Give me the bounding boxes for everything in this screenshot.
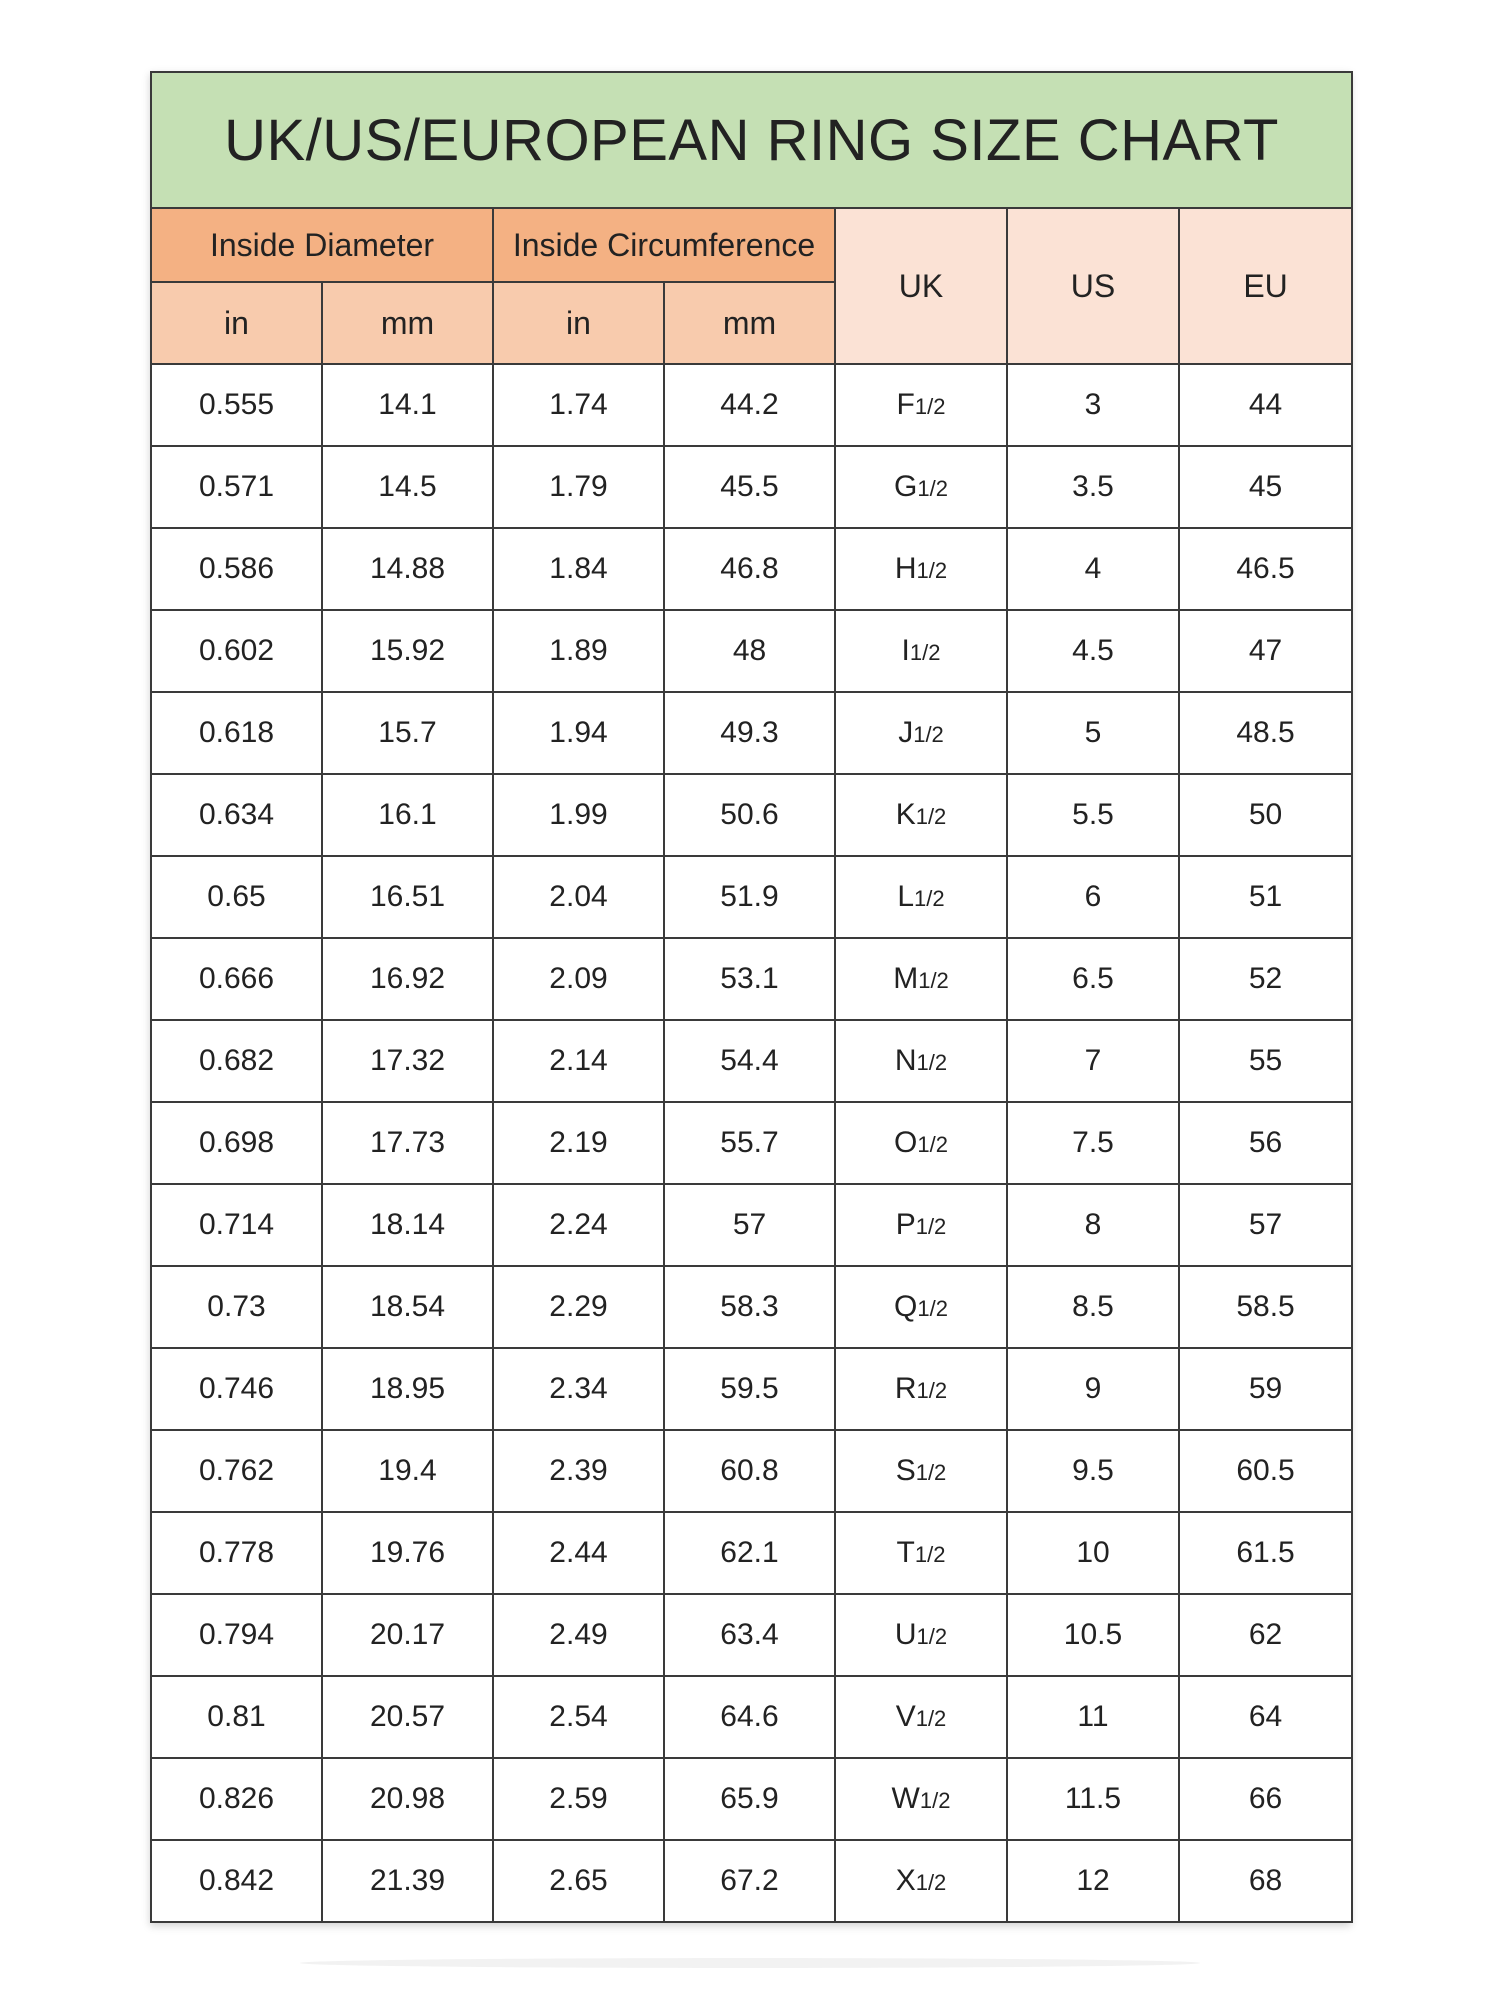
- diameter-in-cell: 0.586: [151, 528, 322, 610]
- uk-size-half: 1/2: [918, 968, 949, 993]
- us-size-cell: 7.5: [1007, 1102, 1179, 1184]
- diameter-mm-cell: 16.51: [322, 856, 493, 938]
- table-row: [151, 856, 1352, 938]
- uk-size-half: 1/2: [917, 1296, 948, 1321]
- uk-size-letter: R: [894, 1372, 917, 1405]
- uk-size-cell: [835, 1676, 1007, 1758]
- table-row: [151, 1430, 1352, 1512]
- diameter-mm-cell: 19.4: [322, 1430, 493, 1512]
- eu-size-cell: 52: [1179, 938, 1352, 1020]
- circumference-mm-cell: 54.4: [664, 1020, 835, 1102]
- circumference-mm-cell: 62.1: [664, 1512, 835, 1594]
- diameter-in-cell: 0.634: [151, 774, 322, 856]
- circumference-mm-cell: 49.3: [664, 692, 835, 774]
- diameter-mm-cell: 14.5: [322, 446, 493, 528]
- diameter-in-cell: 0.571: [151, 446, 322, 528]
- circumference-mm-cell: 63.4: [664, 1594, 835, 1676]
- diameter-mm-cell: 17.73: [322, 1102, 493, 1184]
- circumference-in-cell: 2.39: [493, 1430, 664, 1512]
- eu-size-cell: 44: [1179, 364, 1352, 446]
- header-inside-circumference: Inside Circumference: [493, 208, 835, 282]
- circumference-mm-cell: 45.5: [664, 446, 835, 528]
- ring-size-chart: [150, 71, 1351, 1923]
- uk-size-letter: L: [897, 880, 915, 913]
- table-row: [151, 938, 1352, 1020]
- circumference-mm-cell: 51.9: [664, 856, 835, 938]
- uk-size-cell: [835, 774, 1007, 856]
- circumference-in-cell: 2.59: [493, 1758, 664, 1840]
- circumference-in-cell: 2.54: [493, 1676, 664, 1758]
- us-size-cell: 12: [1007, 1840, 1179, 1922]
- circumference-in-cell: 1.99: [493, 774, 664, 856]
- uk-size-half: 1/2: [916, 1624, 948, 1649]
- header-inside-diameter: Inside Diameter: [151, 208, 493, 282]
- diameter-in-cell: 0.602: [151, 610, 322, 692]
- us-size-cell: 3: [1007, 364, 1179, 446]
- diameter-in-cell: 0.778: [151, 1512, 322, 1594]
- diameter-in-cell: 0.555: [151, 364, 322, 446]
- us-size-cell: 5.5: [1007, 774, 1179, 856]
- diameter-mm-cell: 20.98: [322, 1758, 493, 1840]
- eu-size-cell: 51: [1179, 856, 1352, 938]
- circumference-in-cell: 1.84: [493, 528, 664, 610]
- page-shadow: [300, 1958, 1200, 1968]
- eu-size-cell: 61.5: [1179, 1512, 1352, 1594]
- diameter-in-cell: 0.762: [151, 1430, 322, 1512]
- uk-size-letter: U: [894, 1618, 917, 1651]
- us-size-cell: 9: [1007, 1348, 1179, 1430]
- diameter-in-cell: 0.65: [151, 856, 322, 938]
- table-row: [151, 610, 1352, 692]
- circumference-in-cell: 2.44: [493, 1512, 664, 1594]
- uk-size-cell: [835, 1102, 1007, 1184]
- table-row: [151, 1266, 1352, 1348]
- diameter-mm-cell: 20.57: [322, 1676, 493, 1758]
- us-size-cell: 11: [1007, 1676, 1179, 1758]
- circumference-in-cell: 1.79: [493, 446, 664, 528]
- table-row: [151, 1348, 1352, 1430]
- diameter-in-cell: 0.794: [151, 1594, 322, 1676]
- diameter-in-cell: 0.826: [151, 1758, 322, 1840]
- us-size-cell: 8.5: [1007, 1266, 1179, 1348]
- chart-title: UK/US/EUROPEAN RING SIZE CHART: [151, 72, 1352, 208]
- uk-size-half: 1/2: [915, 1214, 947, 1239]
- table-row: [151, 692, 1352, 774]
- circumference-mm-cell: 48: [664, 610, 835, 692]
- eu-size-cell: 66: [1179, 1758, 1352, 1840]
- circumference-in-cell: 2.24: [493, 1184, 664, 1266]
- diameter-mm-cell: 16.92: [322, 938, 493, 1020]
- uk-size-half: 1/2: [914, 886, 945, 911]
- uk-size-cell: [835, 364, 1007, 446]
- uk-size-letter: G: [894, 470, 918, 503]
- diameter-in-cell: 0.666: [151, 938, 322, 1020]
- uk-size-half: 1/2: [915, 1706, 947, 1731]
- table-row: [151, 774, 1352, 856]
- diameter-mm-cell: 14.1: [322, 364, 493, 446]
- uk-size-letter: Q: [894, 1290, 918, 1323]
- uk-size-half: 1/2: [917, 1132, 948, 1157]
- uk-size-letter: F: [896, 388, 915, 421]
- uk-size-cell: [835, 1348, 1007, 1430]
- uk-size-letter: I: [901, 634, 910, 667]
- uk-size-cell: [835, 856, 1007, 938]
- us-size-cell: 6.5: [1007, 938, 1179, 1020]
- table-row: [151, 1840, 1352, 1922]
- circumference-mm-cell: 57: [664, 1184, 835, 1266]
- uk-size-half: 1/2: [915, 1460, 947, 1485]
- circumference-mm-cell: 65.9: [664, 1758, 835, 1840]
- uk-size-letter: J: [898, 716, 914, 749]
- uk-size-half: 1/2: [914, 394, 946, 419]
- table-row: [151, 1020, 1352, 1102]
- uk-size-letter: P: [895, 1208, 916, 1241]
- eu-size-cell: 60.5: [1179, 1430, 1352, 1512]
- circumference-in-cell: 2.19: [493, 1102, 664, 1184]
- uk-size-half: 1/2: [916, 558, 948, 583]
- circumference-in-cell: 2.14: [493, 1020, 664, 1102]
- circumference-mm-cell: 53.1: [664, 938, 835, 1020]
- eu-size-cell: 62: [1179, 1594, 1352, 1676]
- eu-size-cell: 58.5: [1179, 1266, 1352, 1348]
- table-row: [151, 1594, 1352, 1676]
- header-diameter-in: in: [151, 282, 322, 364]
- us-size-cell: 4: [1007, 528, 1179, 610]
- us-size-cell: 8: [1007, 1184, 1179, 1266]
- uk-size-cell: [835, 1512, 1007, 1594]
- uk-size-half: 1/2: [916, 1050, 948, 1075]
- uk-size-cell: [835, 1840, 1007, 1922]
- eu-size-cell: 64: [1179, 1676, 1352, 1758]
- eu-size-cell: 57: [1179, 1184, 1352, 1266]
- table-row: [151, 1512, 1352, 1594]
- circumference-in-cell: 2.09: [493, 938, 664, 1020]
- uk-size-half: 1/2: [914, 1542, 946, 1567]
- eu-size-cell: 47: [1179, 610, 1352, 692]
- header-us: US: [1007, 208, 1179, 364]
- table-body: [151, 364, 1352, 1922]
- header-eu: EU: [1179, 208, 1352, 364]
- uk-size-cell: [835, 1184, 1007, 1266]
- table-row: [151, 1758, 1352, 1840]
- uk-size-cell: [835, 610, 1007, 692]
- uk-size-cell: [835, 692, 1007, 774]
- diameter-mm-cell: 15.92: [322, 610, 493, 692]
- eu-size-cell: 68: [1179, 1840, 1352, 1922]
- table-row: [151, 528, 1352, 610]
- uk-size-cell: [835, 1594, 1007, 1676]
- diameter-mm-cell: 18.14: [322, 1184, 493, 1266]
- circumference-in-cell: 2.49: [493, 1594, 664, 1676]
- table-row: [151, 446, 1352, 528]
- circumference-mm-cell: 55.7: [664, 1102, 835, 1184]
- circumference-in-cell: 2.34: [493, 1348, 664, 1430]
- us-size-cell: 3.5: [1007, 446, 1179, 528]
- uk-size-letter: T: [896, 1536, 915, 1569]
- uk-size-letter: W: [891, 1782, 920, 1815]
- diameter-in-cell: 0.842: [151, 1840, 322, 1922]
- diameter-in-cell: 0.682: [151, 1020, 322, 1102]
- uk-size-half: 1/2: [916, 1378, 948, 1403]
- uk-size-cell: [835, 1020, 1007, 1102]
- circumference-mm-cell: 58.3: [664, 1266, 835, 1348]
- circumference-in-cell: 1.74: [493, 364, 664, 446]
- circumference-in-cell: 2.29: [493, 1266, 664, 1348]
- uk-size-letter: H: [894, 552, 917, 585]
- table-row: [151, 364, 1352, 446]
- us-size-cell: 10: [1007, 1512, 1179, 1594]
- eu-size-cell: 56: [1179, 1102, 1352, 1184]
- diameter-mm-cell: 18.54: [322, 1266, 493, 1348]
- diameter-mm-cell: 16.1: [322, 774, 493, 856]
- uk-size-letter: X: [895, 1864, 916, 1897]
- eu-size-cell: 59: [1179, 1348, 1352, 1430]
- uk-size-cell: [835, 1758, 1007, 1840]
- diameter-mm-cell: 20.17: [322, 1594, 493, 1676]
- uk-size-cell: [835, 1266, 1007, 1348]
- eu-size-cell: 55: [1179, 1020, 1352, 1102]
- us-size-cell: 6: [1007, 856, 1179, 938]
- header-circumference-in: in: [493, 282, 664, 364]
- ring-size-table: [150, 71, 1353, 1923]
- uk-size-letter: M: [893, 962, 919, 995]
- eu-size-cell: 46.5: [1179, 528, 1352, 610]
- diameter-in-cell: 0.73: [151, 1266, 322, 1348]
- circumference-mm-cell: 44.2: [664, 364, 835, 446]
- uk-size-letter: S: [895, 1454, 916, 1487]
- circumference-mm-cell: 67.2: [664, 1840, 835, 1922]
- diameter-in-cell: 0.81: [151, 1676, 322, 1758]
- uk-size-cell: [835, 938, 1007, 1020]
- eu-size-cell: 45: [1179, 446, 1352, 528]
- table-row: [151, 1676, 1352, 1758]
- diameter-mm-cell: 21.39: [322, 1840, 493, 1922]
- diameter-mm-cell: 15.7: [322, 692, 493, 774]
- diameter-mm-cell: 19.76: [322, 1512, 493, 1594]
- circumference-mm-cell: 64.6: [664, 1676, 835, 1758]
- us-size-cell: 4.5: [1007, 610, 1179, 692]
- uk-size-letter: K: [895, 798, 916, 831]
- uk-size-letter: V: [895, 1700, 916, 1733]
- eu-size-cell: 50: [1179, 774, 1352, 856]
- uk-size-cell: [835, 528, 1007, 610]
- header-diameter-mm: mm: [322, 282, 493, 364]
- diameter-mm-cell: 14.88: [322, 528, 493, 610]
- uk-size-cell: [835, 446, 1007, 528]
- uk-size-cell: [835, 1430, 1007, 1512]
- group-header-row: [151, 208, 1352, 282]
- circumference-mm-cell: 50.6: [664, 774, 835, 856]
- title-row: [151, 72, 1352, 208]
- diameter-in-cell: 0.714: [151, 1184, 322, 1266]
- diameter-mm-cell: 18.95: [322, 1348, 493, 1430]
- circumference-in-cell: 2.04: [493, 856, 664, 938]
- circumference-mm-cell: 59.5: [664, 1348, 835, 1430]
- table-row: [151, 1184, 1352, 1266]
- us-size-cell: 10.5: [1007, 1594, 1179, 1676]
- circumference-in-cell: 1.89: [493, 610, 664, 692]
- uk-size-half: 1/2: [909, 640, 941, 665]
- diameter-in-cell: 0.618: [151, 692, 322, 774]
- uk-size-half: 1/2: [913, 722, 944, 747]
- circumference-mm-cell: 60.8: [664, 1430, 835, 1512]
- uk-size-half: 1/2: [915, 804, 947, 829]
- diameter-in-cell: 0.698: [151, 1102, 322, 1184]
- uk-size-half: 1/2: [919, 1788, 951, 1813]
- us-size-cell: 11.5: [1007, 1758, 1179, 1840]
- us-size-cell: 5: [1007, 692, 1179, 774]
- circumference-in-cell: 2.65: [493, 1840, 664, 1922]
- eu-size-cell: 48.5: [1179, 692, 1352, 774]
- header-circumference-mm: mm: [664, 282, 835, 364]
- uk-size-letter: O: [894, 1126, 918, 1159]
- uk-size-half: 1/2: [917, 476, 948, 501]
- us-size-cell: 7: [1007, 1020, 1179, 1102]
- table-row: [151, 1102, 1352, 1184]
- header-uk: UK: [835, 208, 1007, 364]
- uk-size-half: 1/2: [915, 1870, 947, 1895]
- uk-size-letter: N: [894, 1044, 917, 1077]
- circumference-mm-cell: 46.8: [664, 528, 835, 610]
- circumference-in-cell: 1.94: [493, 692, 664, 774]
- diameter-in-cell: 0.746: [151, 1348, 322, 1430]
- diameter-mm-cell: 17.32: [322, 1020, 493, 1102]
- us-size-cell: 9.5: [1007, 1430, 1179, 1512]
